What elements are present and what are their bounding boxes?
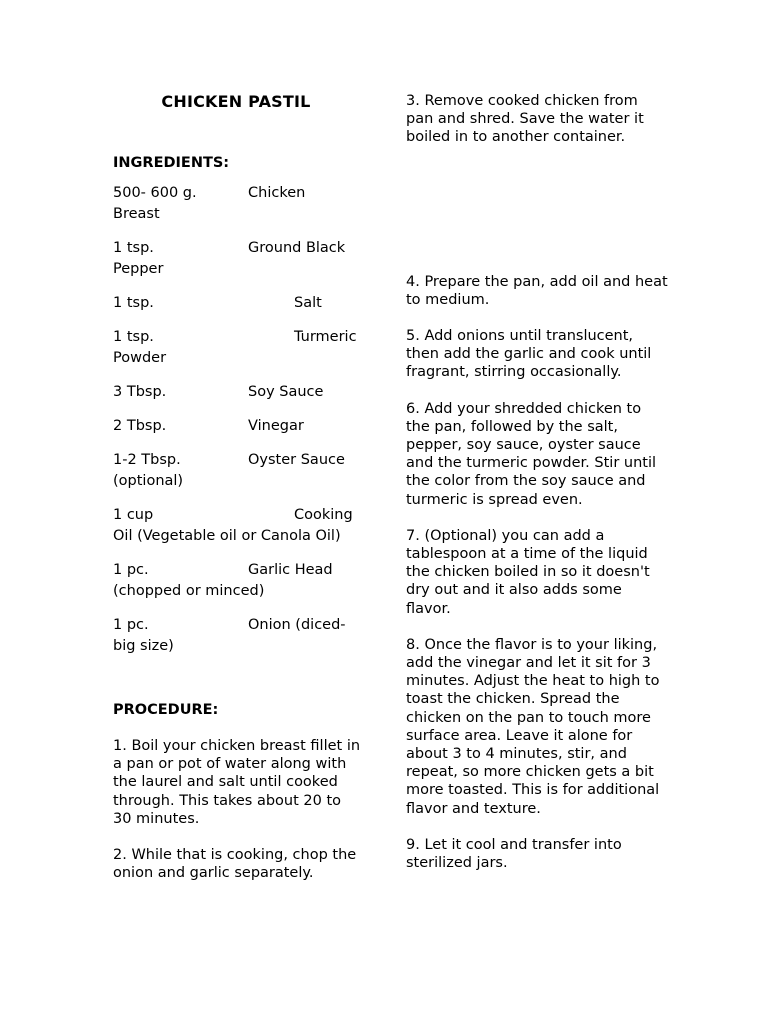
procedure-step-9: 9. Let it cool and transfer into sterilized jars. bbox=[406, 836, 622, 872]
ingredient-name-continued: (chopped or minced) bbox=[113, 583, 265, 599]
procedure-step-4: 4. Prepare the pan, add oil and heat to medium. bbox=[406, 273, 668, 308]
procedure-step-3: 3. Remove cooked chicken from pan and shred. Save the water it boiled in to another container. bbox=[406, 93, 644, 146]
ingredient-name: Cooking bbox=[294, 507, 353, 523]
ingredient-amount: 3 Tbsp. bbox=[113, 384, 167, 400]
ingredient-amount: 500- 600 g. bbox=[113, 185, 197, 201]
ingredient-name-continued: Powder bbox=[113, 350, 167, 366]
ingredient-item bbox=[113, 560, 363, 602]
ingredient-name: Salt bbox=[294, 295, 322, 311]
ingredient-item bbox=[113, 382, 363, 403]
ingredient-name-continued: Pepper bbox=[113, 261, 164, 277]
ingredient-name: Chicken bbox=[248, 185, 306, 201]
ingredient-name: Ground Black bbox=[248, 240, 346, 256]
ingredient-item bbox=[113, 450, 363, 492]
left-column bbox=[113, 92, 363, 882]
procedure-step-6: 6. Add your shredded chicken to the pan, followed by the salt, pepper, soy sauce, oyster sauce and the turmeric powder. Stir until the color from the soy sauce and turmeric is spread even. bbox=[406, 400, 657, 508]
ingredient-name-continued: Breast bbox=[113, 206, 160, 222]
ingredient-amount: 1 tsp. bbox=[113, 295, 154, 311]
procedure-step-5: 5. Add onions until translucent, then add the garlic and cook until fragrant, stirring occasionally. bbox=[406, 328, 652, 381]
ingredient-item bbox=[113, 183, 363, 225]
procedure-step-2: 2. While that is cooking, chop the onion and garlic separately. bbox=[113, 847, 357, 882]
ingredients-heading: INGREDIENTS: bbox=[113, 155, 230, 171]
procedure-step-8: 8. Once the flavor is to your liking, add the vinegar and let it sit for 3 minutes. Adjust the heat to high to toast the chicken. Spread the chicken on the pan to touch more surface area. Leave it alone for about 3 to 4 minutes, stir, and repeat, so more chicken gets a bit more toasted. This is for additional flavor and texture. bbox=[406, 636, 660, 817]
ingredient-amount: 1 pc. bbox=[113, 562, 149, 578]
ingredient-name: Oyster Sauce bbox=[248, 452, 345, 468]
ingredient-amount: 1-2 Tbsp. bbox=[113, 452, 181, 468]
procedure-heading: PROCEDURE: bbox=[113, 702, 219, 718]
ingredient-amount: 1 tsp. bbox=[113, 240, 154, 256]
ingredients-list bbox=[113, 183, 363, 657]
ingredient-name-continued: Oil (Vegetable oil or Canola Oil) bbox=[113, 528, 341, 544]
ingredient-name: Soy Sauce bbox=[248, 384, 324, 400]
procedure-step-7: 7. (Optional) you can add a tablespoon at a time of the liquid the chicken boiled in so it doesn't dry out and it also adds some flavor. bbox=[406, 527, 650, 617]
ingredient-item bbox=[113, 505, 363, 547]
ingredient-item bbox=[113, 238, 363, 280]
procedure-step-1: 1. Boil your chicken breast fillet in a pan or pot of water along with the laurel and salt until cooked through. This takes about 20 to 30 minutes. bbox=[113, 738, 361, 827]
ingredient-name: Vinegar bbox=[248, 418, 304, 434]
ingredient-amount: 1 tsp. bbox=[113, 329, 154, 345]
ingredient-name-continued: (optional) bbox=[113, 473, 184, 489]
ingredient-item bbox=[113, 615, 363, 657]
ingredient-name: Garlic Head bbox=[248, 562, 333, 578]
ingredient-amount: 2 Tbsp. bbox=[113, 418, 167, 434]
ingredient-name: Onion (diced- bbox=[248, 617, 346, 633]
ingredient-amount: 1 cup bbox=[113, 507, 154, 523]
right-column bbox=[406, 92, 668, 872]
ingredient-name-continued: big size) bbox=[113, 638, 174, 654]
ingredient-item bbox=[113, 416, 363, 437]
ingredient-item bbox=[113, 293, 363, 314]
ingredient-item bbox=[113, 327, 363, 369]
ingredient-name: Turmeric bbox=[294, 329, 357, 345]
recipe-title: CHICKEN PASTIL bbox=[161, 92, 311, 111]
ingredient-amount: 1 pc. bbox=[113, 617, 149, 633]
